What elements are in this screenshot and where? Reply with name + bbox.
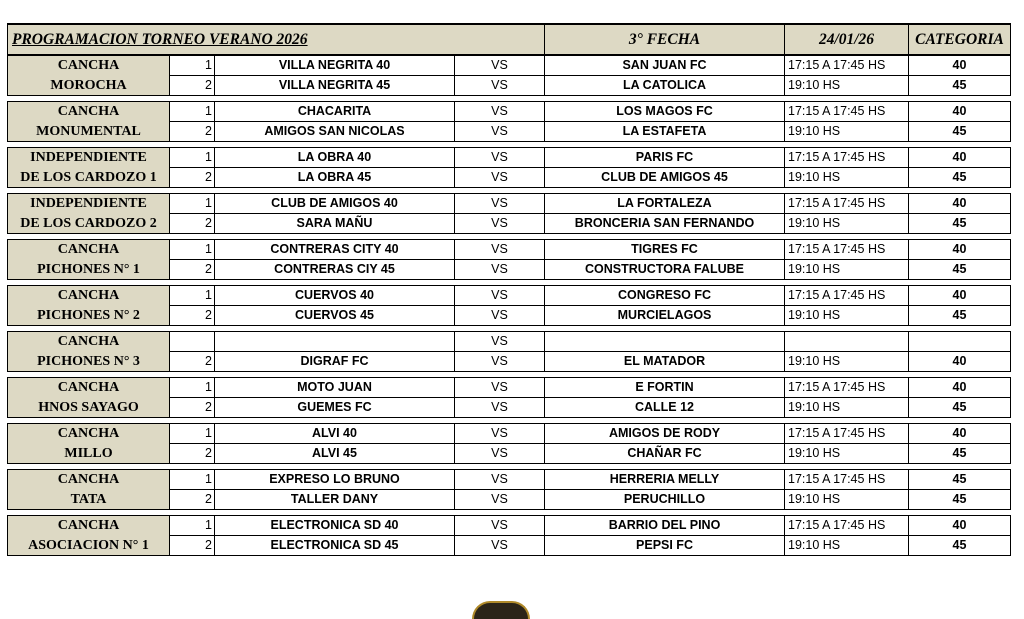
match-category: 45 bbox=[909, 214, 1011, 234]
vs-label: VS bbox=[455, 194, 545, 214]
match-number: 2 bbox=[170, 490, 215, 510]
away-team: PERUCHILLO bbox=[545, 490, 785, 510]
match-category: 45 bbox=[909, 490, 1011, 510]
away-team: LA CATOLICA bbox=[545, 76, 785, 96]
match-category: 40 bbox=[909, 352, 1011, 372]
away-team: MURCIELAGOS bbox=[545, 306, 785, 326]
match-row bbox=[8, 214, 1011, 234]
match-category: 45 bbox=[909, 76, 1011, 96]
home-team: CUERVOS 45 bbox=[215, 306, 455, 326]
field-name-line1: CANCHA bbox=[8, 516, 170, 536]
match-row bbox=[8, 148, 1011, 168]
match-row bbox=[8, 122, 1011, 142]
match-category: 45 bbox=[909, 260, 1011, 280]
away-team: CONGRESO FC bbox=[545, 286, 785, 306]
away-team: EL MATADOR bbox=[545, 352, 785, 372]
match-category: 45 bbox=[909, 470, 1011, 490]
vs-label: VS bbox=[455, 398, 545, 418]
match-category: 40 bbox=[909, 102, 1011, 122]
vs-label: VS bbox=[455, 444, 545, 464]
away-team: LA FORTALEZA bbox=[545, 194, 785, 214]
match-number: 2 bbox=[170, 122, 215, 142]
match-number: 1 bbox=[170, 148, 215, 168]
schedule-body bbox=[8, 24, 1011, 556]
match-category: 40 bbox=[909, 286, 1011, 306]
vs-label: VS bbox=[455, 76, 545, 96]
emblem-icon bbox=[472, 601, 530, 619]
match-time: 17:15 A 17:45 HS bbox=[785, 148, 909, 168]
match-time: 17:15 A 17:45 HS bbox=[785, 286, 909, 306]
vs-label: VS bbox=[455, 102, 545, 122]
match-category: 40 bbox=[909, 516, 1011, 536]
field-name-line2: PICHONES N° 3 bbox=[8, 352, 170, 372]
match-row bbox=[8, 306, 1011, 326]
match-row bbox=[8, 55, 1011, 76]
home-team: AMIGOS SAN NICOLAS bbox=[215, 122, 455, 142]
vs-label: VS bbox=[455, 55, 545, 76]
match-time: 19:10 HS bbox=[785, 122, 909, 142]
match-category: 45 bbox=[909, 536, 1011, 556]
schedule-table bbox=[7, 23, 1011, 556]
home-team: VILLA NEGRITA 45 bbox=[215, 76, 455, 96]
match-row bbox=[8, 352, 1011, 372]
match-number: 1 bbox=[170, 424, 215, 444]
match-number: 2 bbox=[170, 260, 215, 280]
field-name-line2: MONUMENTAL bbox=[8, 122, 170, 142]
match-number: 1 bbox=[170, 102, 215, 122]
vs-label: VS bbox=[455, 424, 545, 444]
field-name-line1: CANCHA bbox=[8, 332, 170, 352]
match-category: 40 bbox=[909, 424, 1011, 444]
away-team: E FORTIN bbox=[545, 378, 785, 398]
field-name-line1: CANCHA bbox=[8, 102, 170, 122]
match-number: 1 bbox=[170, 378, 215, 398]
match-category: 45 bbox=[909, 444, 1011, 464]
vs-label: VS bbox=[455, 286, 545, 306]
vs-label: VS bbox=[455, 240, 545, 260]
match-time: 17:15 A 17:45 HS bbox=[785, 470, 909, 490]
away-team: LOS MAGOS FC bbox=[545, 102, 785, 122]
away-team: AMIGOS DE RODY bbox=[545, 424, 785, 444]
vs-label: VS bbox=[455, 352, 545, 372]
match-row bbox=[8, 286, 1011, 306]
match-row bbox=[8, 536, 1011, 556]
home-team: ELECTRONICA SD 40 bbox=[215, 516, 455, 536]
vs-label: VS bbox=[455, 516, 545, 536]
vs-label: VS bbox=[455, 378, 545, 398]
field-name-line2: TATA bbox=[8, 490, 170, 510]
home-team: MOTO JUAN bbox=[215, 378, 455, 398]
match-number: 2 bbox=[170, 398, 215, 418]
home-team: CUERVOS 40 bbox=[215, 286, 455, 306]
home-team: TALLER DANY bbox=[215, 490, 455, 510]
round-label: 3° FECHA bbox=[545, 24, 785, 55]
match-time: 19:10 HS bbox=[785, 490, 909, 510]
home-team: ELECTRONICA SD 45 bbox=[215, 536, 455, 556]
field-name-line2: ASOCIACION N° 1 bbox=[8, 536, 170, 556]
vs-label: VS bbox=[455, 148, 545, 168]
match-number: 2 bbox=[170, 444, 215, 464]
vs-label: VS bbox=[455, 490, 545, 510]
away-team: PEPSI FC bbox=[545, 536, 785, 556]
away-team: LA ESTAFETA bbox=[545, 122, 785, 142]
match-row bbox=[8, 240, 1011, 260]
home-team: DIGRAF FC bbox=[215, 352, 455, 372]
match-row bbox=[8, 424, 1011, 444]
field-name-line2: MOROCHA bbox=[8, 76, 170, 96]
away-team: CLUB DE AMIGOS 45 bbox=[545, 168, 785, 188]
away-team: CALLE 12 bbox=[545, 398, 785, 418]
field-name-line2: HNOS SAYAGO bbox=[8, 398, 170, 418]
match-time: 17:15 A 17:45 HS bbox=[785, 378, 909, 398]
match-category: 45 bbox=[909, 168, 1011, 188]
date-label: 24/01/26 bbox=[785, 24, 909, 55]
match-number: 2 bbox=[170, 168, 215, 188]
home-team bbox=[215, 332, 455, 352]
home-team: VILLA NEGRITA 40 bbox=[215, 55, 455, 76]
match-time: 19:10 HS bbox=[785, 306, 909, 326]
away-team: HERRERIA MELLY bbox=[545, 470, 785, 490]
match-category: 40 bbox=[909, 378, 1011, 398]
match-row bbox=[8, 444, 1011, 464]
field-name-line2: DE LOS CARDOZO 2 bbox=[8, 214, 170, 234]
match-row bbox=[8, 194, 1011, 214]
match-category: 40 bbox=[909, 194, 1011, 214]
match-row bbox=[8, 102, 1011, 122]
vs-label: VS bbox=[455, 168, 545, 188]
home-team: ALVI 45 bbox=[215, 444, 455, 464]
match-row bbox=[8, 516, 1011, 536]
match-time: 17:15 A 17:45 HS bbox=[785, 194, 909, 214]
home-team: LA OBRA 40 bbox=[215, 148, 455, 168]
match-time: 17:15 A 17:45 HS bbox=[785, 424, 909, 444]
vs-label: VS bbox=[455, 470, 545, 490]
home-team: ALVI 40 bbox=[215, 424, 455, 444]
home-team: EXPRESO LO BRUNO bbox=[215, 470, 455, 490]
field-name-line1: INDEPENDIENTE bbox=[8, 148, 170, 168]
field-name-line1: CANCHA bbox=[8, 424, 170, 444]
match-category: 45 bbox=[909, 122, 1011, 142]
match-category: 40 bbox=[909, 240, 1011, 260]
vs-label: VS bbox=[455, 306, 545, 326]
match-row bbox=[8, 398, 1011, 418]
field-name-line1: CANCHA bbox=[8, 378, 170, 398]
home-team: CLUB DE AMIGOS 40 bbox=[215, 194, 455, 214]
home-team: CONTRERAS CITY 40 bbox=[215, 240, 455, 260]
match-category: 40 bbox=[909, 55, 1011, 76]
away-team: SAN JUAN FC bbox=[545, 55, 785, 76]
match-time: 19:10 HS bbox=[785, 214, 909, 234]
away-team: BRONCERIA SAN FERNANDO bbox=[545, 214, 785, 234]
field-name-line1: CANCHA bbox=[8, 470, 170, 490]
match-time: 19:10 HS bbox=[785, 168, 909, 188]
match-time: 19:10 HS bbox=[785, 76, 909, 96]
category-header: CATEGORIA bbox=[909, 24, 1011, 55]
vs-label: VS bbox=[455, 536, 545, 556]
home-team: CONTRERAS CIY 45 bbox=[215, 260, 455, 280]
match-number: 2 bbox=[170, 536, 215, 556]
field-name-line1: CANCHA bbox=[8, 240, 170, 260]
away-team: PARIS FC bbox=[545, 148, 785, 168]
match-time: 19:10 HS bbox=[785, 352, 909, 372]
away-team bbox=[545, 332, 785, 352]
match-row bbox=[8, 332, 1011, 352]
match-number: 1 bbox=[170, 55, 215, 76]
vs-label: VS bbox=[455, 122, 545, 142]
match-number: 2 bbox=[170, 352, 215, 372]
field-name-line1: CANCHA bbox=[8, 286, 170, 306]
vs-label: VS bbox=[455, 260, 545, 280]
match-category: 40 bbox=[909, 148, 1011, 168]
home-team: SARA MAÑU bbox=[215, 214, 455, 234]
match-time: 19:10 HS bbox=[785, 444, 909, 464]
vs-label: VS bbox=[455, 214, 545, 234]
match-number: 2 bbox=[170, 306, 215, 326]
match-number: 1 bbox=[170, 194, 215, 214]
match-row bbox=[8, 76, 1011, 96]
match-number bbox=[170, 332, 215, 352]
match-category: 45 bbox=[909, 306, 1011, 326]
match-number: 1 bbox=[170, 240, 215, 260]
field-name-line1: INDEPENDIENTE bbox=[8, 194, 170, 214]
match-row bbox=[8, 470, 1011, 490]
match-category bbox=[909, 332, 1011, 352]
match-number: 1 bbox=[170, 470, 215, 490]
home-team: GUEMES FC bbox=[215, 398, 455, 418]
header-row bbox=[8, 24, 1011, 55]
match-category: 45 bbox=[909, 398, 1011, 418]
match-time: 17:15 A 17:45 HS bbox=[785, 516, 909, 536]
match-time: 19:10 HS bbox=[785, 398, 909, 418]
match-number: 2 bbox=[170, 76, 215, 96]
home-team: CHACARITA bbox=[215, 102, 455, 122]
match-time bbox=[785, 332, 909, 352]
match-time: 19:10 HS bbox=[785, 536, 909, 556]
field-name-line1: CANCHA bbox=[8, 55, 170, 76]
vs-label: VS bbox=[455, 332, 545, 352]
home-team: LA OBRA 45 bbox=[215, 168, 455, 188]
tournament-title: PROGRAMACION TORNEO VERANO 2026 bbox=[8, 24, 545, 55]
field-name-line2: MILLO bbox=[8, 444, 170, 464]
match-row bbox=[8, 490, 1011, 510]
match-row bbox=[8, 260, 1011, 280]
field-name-line2: DE LOS CARDOZO 1 bbox=[8, 168, 170, 188]
away-team: CONSTRUCTORA FALUBE bbox=[545, 260, 785, 280]
match-time: 17:15 A 17:45 HS bbox=[785, 102, 909, 122]
match-row bbox=[8, 378, 1011, 398]
away-team: TIGRES FC bbox=[545, 240, 785, 260]
field-name-line2: PICHONES N° 2 bbox=[8, 306, 170, 326]
away-team: BARRIO DEL PINO bbox=[545, 516, 785, 536]
away-team: CHAÑAR FC bbox=[545, 444, 785, 464]
match-time: 17:15 A 17:45 HS bbox=[785, 240, 909, 260]
match-time: 19:10 HS bbox=[785, 260, 909, 280]
match-number: 2 bbox=[170, 214, 215, 234]
match-time: 17:15 A 17:45 HS bbox=[785, 55, 909, 76]
match-number: 1 bbox=[170, 516, 215, 536]
match-number: 1 bbox=[170, 286, 215, 306]
field-name-line2: PICHONES N° 1 bbox=[8, 260, 170, 280]
match-row bbox=[8, 168, 1011, 188]
